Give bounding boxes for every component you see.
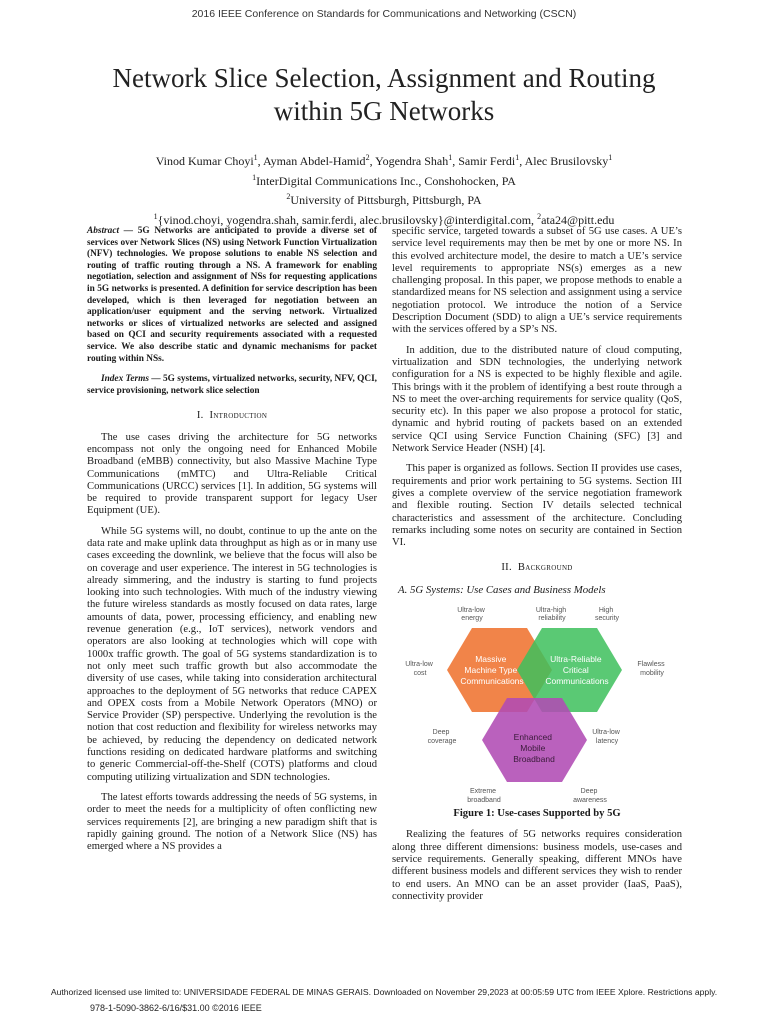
author-name: Samir Ferdi xyxy=(458,154,516,168)
right-column xyxy=(392,226,682,911)
mmtc-label: Massive Machine Type Communications xyxy=(460,654,524,687)
paragraph: Realizing the features of 5G networks requires consideration along three different dimensions: business models, use-cases and service requirements. Generally speaking, different MNOs have different business models and different services they wish to render to end users. An MNO can be an asset provider (IaaS, PaaS), connectivity provider xyxy=(392,829,682,902)
author-block xyxy=(0,150,768,228)
paragraph: In addition, due to the distributed nature of cloud computing, virtualization and SDN technologies, the underlying network configuration for a NS is expected to be highly flexible and agile. This brings with it the problem of identifying a best route through a NS to meet the over-arching requirements for service quality (QoS, security etc). In this paper we also propose a protocol for static, dynamic and hybrid routing of packets based on an extended service QCI using Service Function Chaining (SFC) [3] and Network Service Header (NSH) [4]. xyxy=(392,344,682,455)
authorized-use-notice: Authorized licensed use limited to: UNIVERSIDADE FEDERAL DE MINAS GERAIS. Downloaded on November 29,2023 at 00:05:59 UTC from IEEE Xplore. Restrictions apply. xyxy=(50,987,718,997)
label-ultra-low-latency: Ultra-low latency xyxy=(592,729,620,746)
paragraph: This paper is organized as follows. Section II provides use cases, requirements and prior work pertaining to 5G systems. Section III gives a complete overview of the service negotiation framework and flexible routing. Section IV details selected technical characteristics and assessment of the architecture. Concluding remarks including some notes on security are contained in Section VI. xyxy=(392,463,682,549)
label-extreme-broadband: Extreme broadband xyxy=(467,788,501,805)
subsection-heading: A. 5G Systems: Use Cases and Business Models xyxy=(398,583,606,596)
author-name: Ayman Abdel-Hamid xyxy=(263,154,366,168)
abstract-label: Abstract — xyxy=(87,226,134,236)
left-column xyxy=(87,226,377,861)
figure-caption: Figure 1: Use-cases Supported by 5G xyxy=(453,808,621,820)
author-emails: $^1${vinod.choyi, yogendra.shah, samir.ferdi, alec.brusilovsky}@interdigital.com, $^2$ata24@pitt.edu xyxy=(153,211,615,227)
label-ultra-low-energy: Ultra-low energy xyxy=(457,607,485,623)
paragraph: While 5G systems will, no doubt, continue to up the ante on the data rate and make uplink data throughput as high as or in many use cases exceeding the downlink, we believe that the focus will also be on coverage and user experience. The interest in 5G technologies is already simmering, and the industry is starting to fund projects looking into such technologies. With much of the industry viewing the future wireless standards as mostly focused on data rates, large amounts of data, power, processing efficiency, and enabling new revenue generation (e.g., IoT services), network vendors and operators are also looking at technologies which will cope with 1000x traffic growth. The goal of 5G systems standardization is to not only meet such traffic growth but also accommodate the diversity of use cases, while taking into consideration architectural approaches to the deployment of 5G networks that reduce CAPEX and OPEX costs from a Mobile Network Operators (MNO) or Service Provider (SP) perspective. Underlying the revolution is the notion that cost reduction and flexibility for wireless networks may be achieved, by reducing the dependency on dedicated network functions residing on dedicated hardware platforms and switching to generic Commercial-off-the-Shelf (COTS) platforms and cloud computing utilizing virtualization and SDN technologies. xyxy=(87,525,377,783)
embb-label: Enhanced Mobile Broadband xyxy=(513,732,555,765)
affiliation-2: $^2$University of Pittsburgh, Pittsburgh, PA xyxy=(286,192,482,207)
label-flawless-mobility: Flawless mobility xyxy=(637,661,665,678)
section-heading-introduction: I. Introduction xyxy=(196,410,268,422)
author-name: Vinod Kumar Choyi xyxy=(155,154,254,168)
paragraph: The latest efforts towards addressing the needs of 5G systems, in order to meet the needs for a multiplicity of often conflicting new services requirements [2], are bringing a new paradigm shift that is rapidly gaining ground. The notion of a Network Slice (NS) has emerged where a NS provides a xyxy=(87,791,377,853)
paragraph: specific service, targeted towards a subset of 5G use cases. A UE’s service level requirements may then be met by one or more NS. In this evolved architecture model, the desire to match a UE’s service level requirements to appropriate NS(s) emerges as a new challenging proposal. In this paper, we propose methods to enable a standardized means for NS selection and assignment using a service negotiation protocol. We introduce the notion of a Service Description Document (SDD) to align a UE’s service requirements with the services offered by a SP’s NS. xyxy=(392,226,682,336)
label-deep-coverage: Deep coverage xyxy=(427,729,457,746)
author-name: Yogendra Shah xyxy=(375,154,449,168)
title-line-2: within 5G Networks xyxy=(273,96,495,126)
label-ultra-low-cost: Ultra-low cost xyxy=(405,661,433,678)
abstract-text: 5G Networks are anticipated to provide a diverse set of services over Network Slices (NS) using Network Function Virtualization (NFV) technologies. We propose solutions to enable NS selection and routing of traffic routing through a NS. A framework for enabling negotiation, selection and assignment of NSs for requesting applications in 5G networks is presented. A definition for service description has been developed, which is then leveraged for negotiation between an application/user equipment and the serving network. Virtualized networks or slices of virtualized networks are selected and assigned based on QCI and security requirements associated with a requested service. We also describe static and dynamic mechanisms for packet routing within NSs. xyxy=(87,226,377,364)
abstract xyxy=(87,226,377,365)
index-terms xyxy=(87,374,377,397)
paragraph: The use cases driving the architecture for 5G networks encompass not only the ongoing need for Enhanced Mobile Broadband (eMBB) connectivity, but also Massive Machine Type Communications (mMTC) and Ultra-Reliable Critical Communications (URCC) services [1]. In addition, 5G systems will be required to provide transparent support for legacy User Equipment (UE). xyxy=(87,431,377,517)
affiliation-1: $^1$InterDigital Communications Inc., Conshohocken, PA xyxy=(252,172,516,188)
hexagon-diagram xyxy=(392,600,682,805)
index-terms-text: 5G systems, virtualized networks, security, NFV, QCI, service provisioning, network slice selection xyxy=(87,374,378,396)
paper-title xyxy=(60,62,708,128)
label-ultra-high-reliability: Ultra-high reliability xyxy=(535,607,567,623)
title-line-1: Network Slice Selection, Assignment and Routing xyxy=(112,63,656,93)
author-name: Alec Brusilovsky xyxy=(524,154,609,168)
urcc-label: Ultra-Reliable Critical Communications xyxy=(545,654,609,687)
conference-header: 2016 IEEE Conference on Standards for Communications and Networking (CSCN) xyxy=(191,8,577,20)
use-case-figure xyxy=(392,600,682,805)
section-heading-background: II. Background xyxy=(501,562,573,574)
isbn-copyright: 978-1-5090-3862-6/16/$31.00 ©2016 IEEE xyxy=(90,1003,262,1013)
label-deep-awareness: Deep awareness xyxy=(573,788,607,805)
author-names: Vinod Kumar Choyi$^1$, Ayman Abdel-Hamid$^2$, Yogendra Shah$^1$, Samir Ferdi$^1$, Alec Brusilovsky$^1$ xyxy=(155,153,613,168)
index-terms-label: Index Terms — xyxy=(101,374,161,385)
label-high-security: High security xyxy=(594,607,620,623)
